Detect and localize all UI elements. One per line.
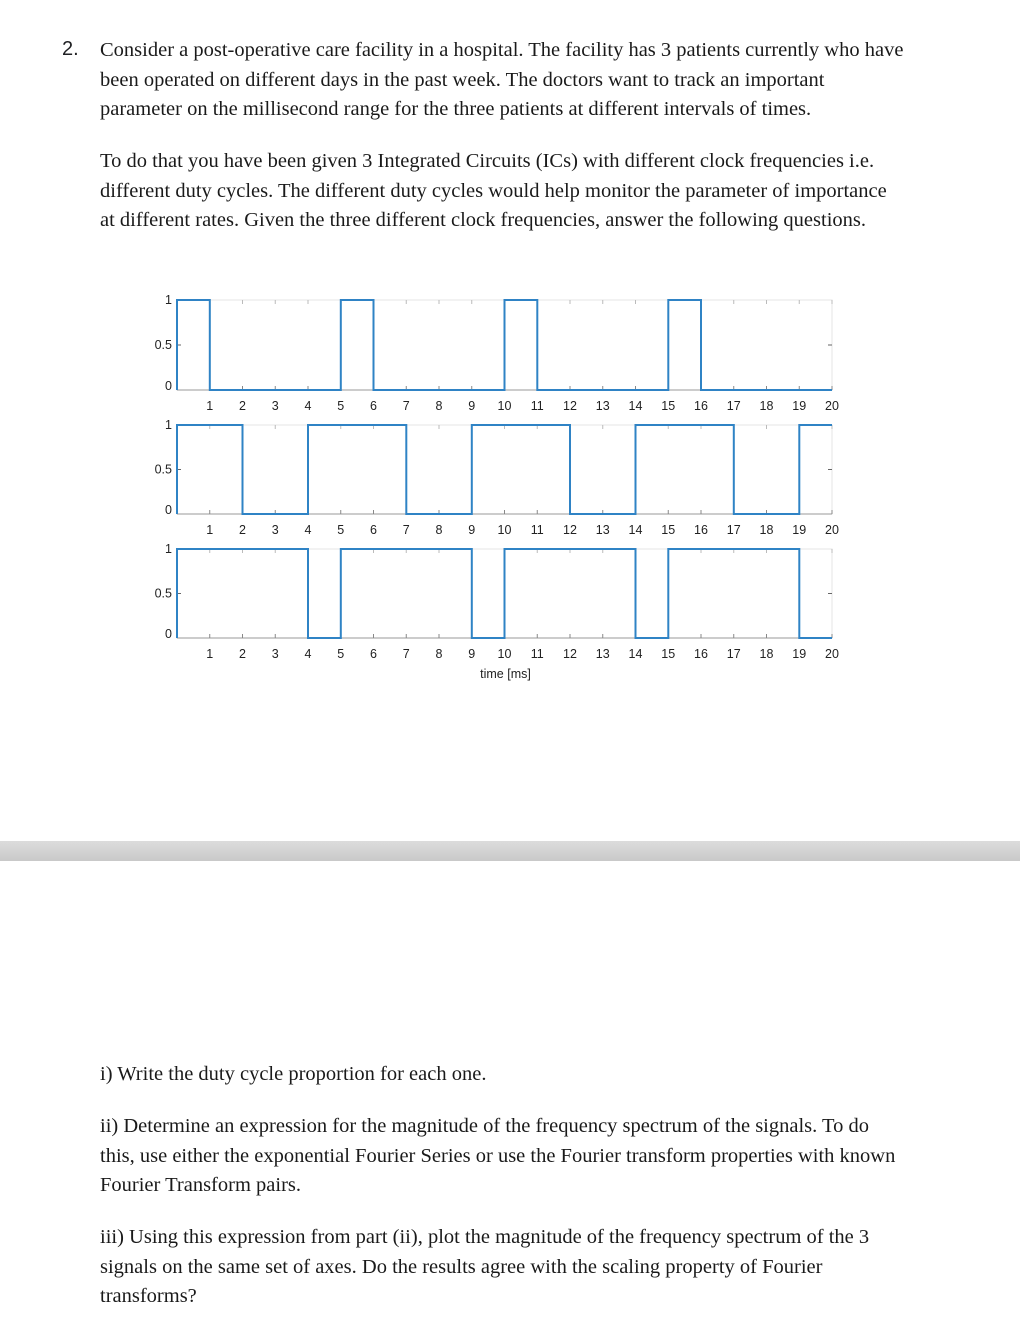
y-tick-label: 0.5 (154, 586, 172, 601)
x-tick-label: 3 (271, 523, 279, 537)
x-tick-label: 12 (563, 399, 577, 413)
signal-line-2 (177, 425, 832, 514)
x-tick-label: 20 (825, 523, 839, 537)
x-tick-label: 6 (370, 647, 377, 661)
x-tick-label: 1 (206, 647, 214, 661)
intro-line: been operated on different days in the past week. The doctors want to track an important (100, 68, 825, 91)
x-tick-label: 20 (825, 647, 839, 661)
question-line: signals on the same set of axes. Do the results agree with the scaling property of Fourier (100, 1255, 823, 1278)
x-tick-label: 17 (726, 523, 741, 537)
x-tick-label: 7 (402, 647, 410, 661)
x-tick-label: 3 (271, 647, 279, 661)
y-tick-label: 0 (165, 627, 172, 641)
x-tick-label: 6 (370, 399, 377, 413)
x-tick-label: 8 (435, 647, 443, 661)
x-tick-label: 8 (435, 523, 443, 537)
x-tick-label: 2 (239, 399, 246, 413)
x-tick-label: 11 (530, 399, 544, 413)
intro-line: parameter on the millisecond range for the three patients at different intervals of times. (100, 98, 812, 120)
x-tick-label: 9 (468, 523, 476, 537)
x-tick-label: 1 (206, 399, 214, 413)
x-tick-label: 7 (402, 523, 410, 537)
question-number: 2. (62, 38, 79, 60)
y-tick-label: 1 (165, 542, 172, 556)
x-tick-label: 14 (628, 399, 643, 413)
x-tick-label: 18 (759, 523, 774, 537)
x-tick-label: 14 (628, 647, 643, 661)
x-tick-label: 12 (563, 647, 577, 661)
y-tick-label: 0.5 (154, 462, 172, 477)
x-tick-label: 19 (792, 523, 807, 537)
question-ii (100, 1112, 980, 1201)
x-tick-label: 1 (206, 523, 214, 537)
x-tick-label: 20 (825, 399, 839, 413)
question-line: transforms? (100, 1285, 197, 1307)
question-line: ii) Determine an expression for the magnitude of the frequency spectrum of the signals. To do (100, 1115, 869, 1137)
x-tick-label: 2 (239, 523, 246, 537)
x-tick-label: 11 (530, 523, 544, 537)
x-tick-label: 2 (239, 647, 246, 661)
x-tick-label: 10 (497, 647, 512, 661)
task-line: different duty cycles. The different duty cycles would help monitor the parameter of importance (100, 179, 887, 202)
task-line: To do that you have been given 3 Integrated Circuits (ICs) with different clock frequencies i.e. (100, 150, 875, 172)
x-tick-label: 10 (497, 523, 512, 537)
x-tick-label: 19 (792, 399, 807, 413)
x-tick-label: 15 (661, 399, 676, 413)
x-tick-label: 14 (628, 523, 643, 537)
x-tick-label: 8 (435, 399, 443, 413)
x-tick-label: 6 (370, 523, 377, 537)
x-tick-label: 17 (726, 399, 741, 413)
x-tick-label: 18 (759, 647, 774, 661)
y-tick-label: 1 (165, 293, 172, 307)
question-line: i) Write the duty cycle proportion for each one. (100, 1063, 487, 1085)
x-tick-label: 4 (304, 523, 312, 537)
question-i (100, 1060, 980, 1090)
y-tick-label: 0 (165, 379, 172, 393)
y-tick-label: 0 (165, 503, 172, 517)
question-line: iii) Using this expression from part (ii), plot the magnitude of the frequency spectrum of the 3 (100, 1226, 870, 1248)
x-tick-label: 9 (468, 647, 476, 661)
signal-line-1 (177, 300, 832, 390)
page-divider (0, 841, 1020, 861)
x-tick-label: 16 (694, 523, 708, 537)
x-tick-label: 15 (661, 523, 676, 537)
x-tick-label: 13 (595, 523, 610, 537)
x-tick-label: 5 (337, 647, 345, 661)
x-tick-label: 9 (468, 399, 476, 413)
x-tick-label: 13 (595, 647, 610, 661)
x-tick-label: 18 (759, 399, 774, 413)
task-line: at different rates. Given the three different clock frequencies, answer the following questions. (100, 209, 867, 231)
x-tick-label: 4 (304, 647, 312, 661)
x-tick-label: 5 (337, 523, 345, 537)
x-tick-label: 13 (595, 399, 610, 413)
question-iii (100, 1223, 980, 1312)
x-tick-label: 15 (661, 647, 676, 661)
x-tick-label: 10 (497, 399, 512, 413)
intro-line: Consider a post-operative care facility in a hospital. The facility has 3 patients currently who have (100, 39, 904, 61)
x-tick-label: 16 (694, 399, 708, 413)
x-tick-label: 19 (792, 647, 807, 661)
signal-line-3 (177, 549, 832, 638)
y-tick-label: 1 (165, 418, 172, 432)
x-tick-label: 5 (337, 399, 345, 413)
x-tick-label: 7 (402, 399, 410, 413)
x-axis-label: time [ms] (480, 667, 531, 681)
x-tick-label: 17 (726, 647, 741, 661)
x-tick-label: 3 (271, 399, 279, 413)
question-line: this, use either the exponential Fourier Series or use the Fourier transform properties with known (100, 1144, 896, 1167)
x-tick-label: 4 (304, 399, 312, 413)
x-tick-label: 16 (694, 647, 708, 661)
x-tick-label: 12 (563, 523, 577, 537)
x-tick-label: 11 (530, 647, 544, 661)
question-line: Fourier Transform pairs. (100, 1174, 302, 1196)
y-tick-label: 0.5 (154, 338, 172, 352)
